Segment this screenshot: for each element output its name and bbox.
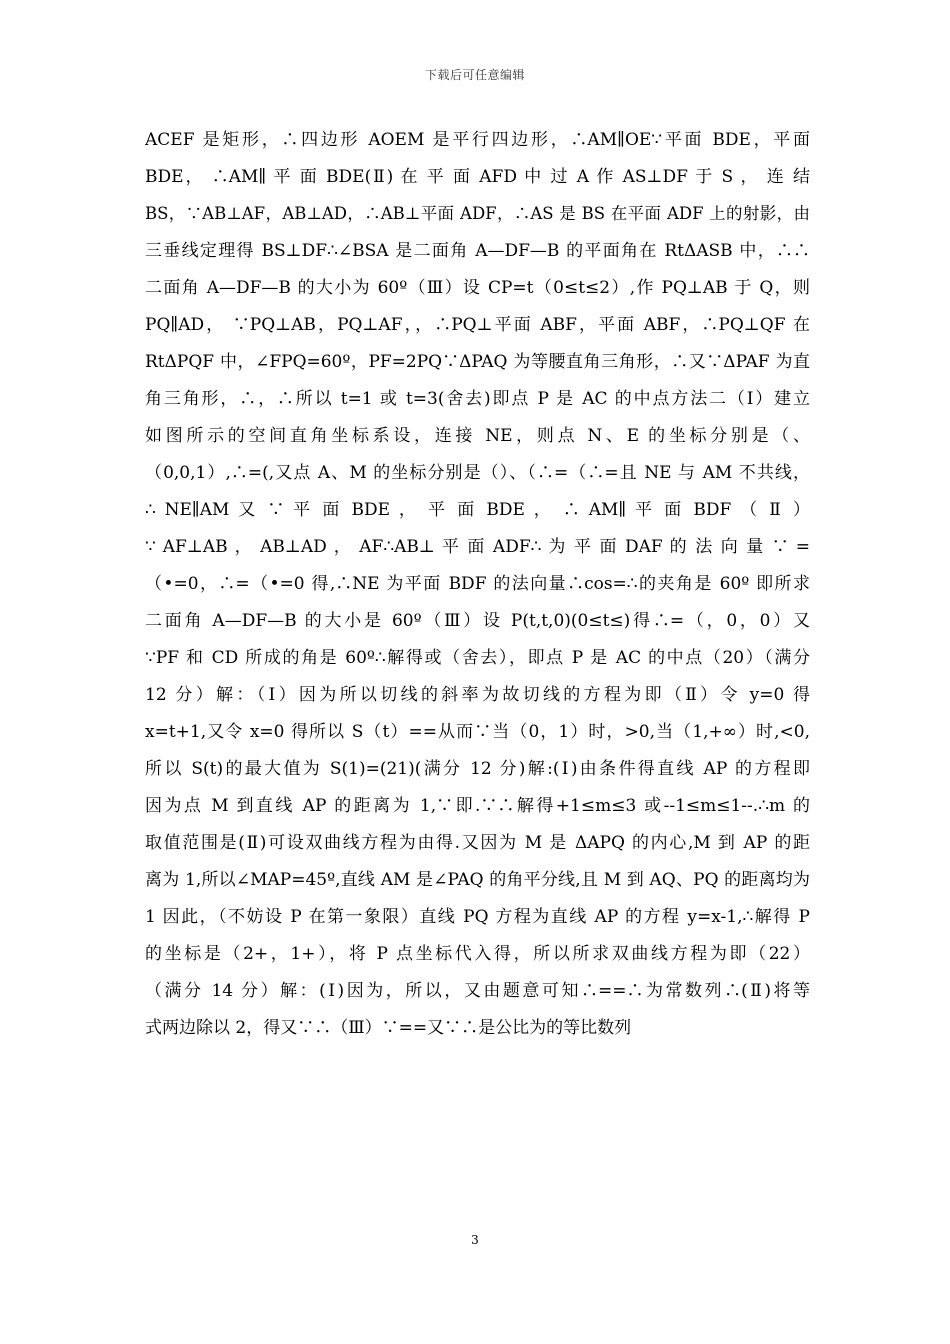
- text-line: BS，∵AB⊥AF，AB⊥AD，∴AB⊥平面 ADF，∴AS 是 BS 在平面 ADF 上的射影，由: [145, 204, 810, 223]
- text-line: ∵PF 和 CD 所成的角是 60º∴解得或（舍去），即点 P 是 AC 的中点（20）（满分: [145, 648, 810, 668]
- text-line: 离为 1,所以∠MAP=45º,直线 AM 是∠PAQ 的角平分线,且 M 到 AQ、PQ 的距离均为: [145, 870, 810, 890]
- text-line: RtΔPQF 中，∠FPQ=60º，PF=2PQ∵ΔPAQ 为等腰直角三角形，∴又∵ΔPAF 为直: [145, 352, 810, 372]
- text-line: PQ∥AD， ∵PQ⊥AB，PQ⊥AF，，∴PQ⊥平面 ABF，平面 ABF，∴PQ⊥QF 在: [145, 315, 810, 335]
- text-line: 二面角 A—DF—B 的大小是 60º（Ⅲ）设 P(t,t,0)(0≤t≤)得∴=（，0，0）又: [145, 611, 810, 631]
- text-line: （满分 14 分）解：(Ⅰ)因为，所以，又由题意可知∴==∴为常数列∴(Ⅱ)将等: [145, 981, 810, 1001]
- text-line: 12 分）解：（Ⅰ）因为所以切线的斜率为故切线的方程为即（Ⅱ）令 y=0 得: [145, 685, 810, 705]
- text-line: 如图所示的空间直角坐标系设，连接 NE，则点 N、E 的坐标分别是（、: [145, 426, 810, 446]
- text-line: BDE， ∴AM∥ 平 面 BDE(Ⅱ) 在 平 面 AFD 中 过 A 作 AS⊥DF 于 S ， 连 结: [145, 167, 810, 187]
- text-line: 式两边除以 2，得又∵∴（Ⅲ）∵==又∵∴是公比为的等比数列: [145, 1018, 632, 1038]
- page-number: 3: [471, 1233, 479, 1247]
- text-line: （0,0,1）,∴=(,又点 A、M 的坐标分别是（）、（∴=（∴=且 NE 与 AM 不共线，: [145, 463, 810, 483]
- text-line: 角三角形，∴，∴所以 t=1 或 t=3(舍去)即点 P 是 AC 的中点方法二（Ⅰ）建立: [145, 389, 810, 409]
- text-line: 二面角 A—DF—B 的大小为 60º（Ⅲ）设 CP=t（0≤t≤2）,作 PQ⊥AB 于 Q，则: [145, 278, 810, 298]
- text-line: 三垂线定理得 BS⊥DF∴∠BSA 是二面角 A—DF—B 的平面角在 RtΔASB 中，∴∴: [145, 241, 810, 261]
- body-text: [145, 126, 810, 1051]
- text-line: （•=0，∴=（•=0 得,∴NE 为平面 BDF 的法向量∴cos=∴的夹角是 60º 即所求: [145, 574, 810, 594]
- page-header: 下载后可任意编辑: [424, 68, 525, 82]
- text-line: 1 因此，（不妨设 P 在第一象限）直线 PQ 方程为直线 AP 的方程 y=x-1,∴解得 P: [145, 907, 810, 927]
- text-line: ∴ NE∥AM 又 ∵ 平 面 BDE ， 平 面 BDE ， ∴ AM∥ 平 面 BDF （ Ⅱ ）: [145, 500, 810, 520]
- text-line: 取值范围是(Ⅱ)可设双曲线方程为由得.又因为 M 是 ΔAPQ 的内心,M 到 AP 的距: [145, 833, 810, 853]
- text-line: ∵ AF⊥AB ， AB⊥AD ， AF∴AB⊥ 平 面 ADF∴ 为 平 面 DAF 的 法 向 量 ∵ =: [145, 537, 810, 557]
- text-line: x=t+1,又令 x=0 得所以 S（t）==从而∵当（0，1）时，>0,当（1,+∞）时,<0,: [145, 722, 810, 742]
- text-line: 的坐标是（2+，1+），将 P 点坐标代入得，所以所求双曲线方程为即（22）: [145, 944, 810, 964]
- text-line: ACEF 是矩形，∴四边形 AOEM 是平行四边形，∴AM∥OE∵平面 BDE，平面: [145, 130, 810, 150]
- text-line: 所以 S(t)的最大值为 S(1)=(21)(满分 12 分)解:(Ⅰ)由条件得直线 AP 的方程即: [145, 759, 810, 779]
- text-line: 因为点 M 到直线 AP 的距离为 1,∵即.∵∴解得+1≤m≤3 或--1≤m≤1--.∴m 的: [145, 796, 810, 816]
